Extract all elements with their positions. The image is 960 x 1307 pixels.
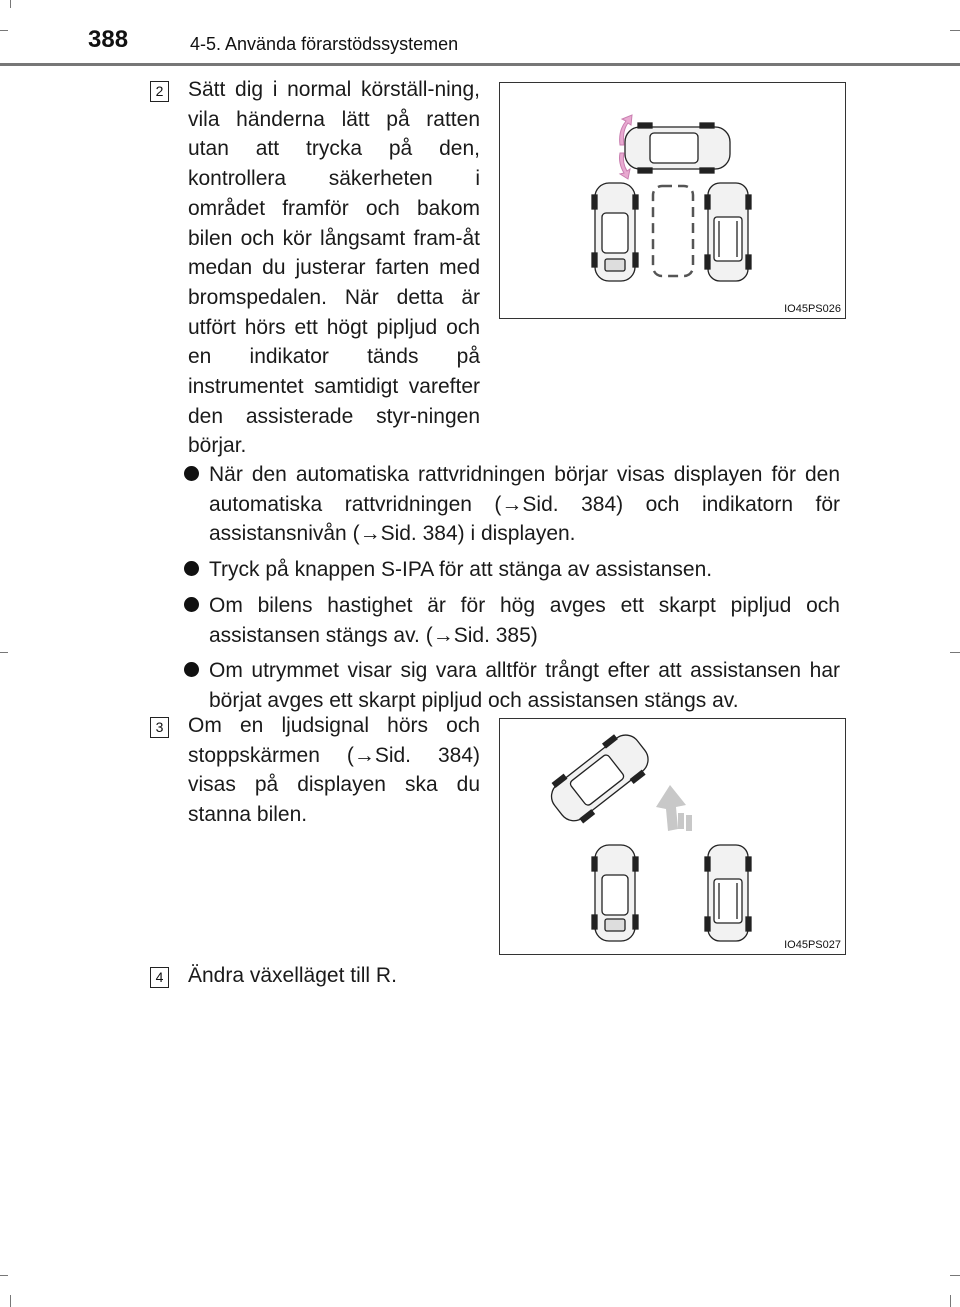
page-number: 388 <box>88 26 129 53</box>
target-parking-space <box>653 186 693 276</box>
figure-parking-start <box>499 82 846 319</box>
bullet-text: När den automatiska rattvridningen börjar visas displayen för den automatiska rattvridningen (→Sid. 384) och indikatorn för assistansnivån (→Sid. 384) i displayen. <box>209 463 840 546</box>
figure-code: IO45PS027 <box>784 939 841 951</box>
bullet-text: Om bilens hastighet är för hög avges ett skarpt pipljud och assistansen stängs av. (→Sid. 385) <box>209 593 840 647</box>
parking-start-illustration <box>500 83 844 317</box>
bullet-item <box>184 591 840 650</box>
bullet-text: Tryck på knappen S-IPA för att stänga av assistansen. <box>209 558 713 582</box>
bullet-item <box>184 555 840 585</box>
direction-arrow <box>656 785 692 831</box>
step-number-3: 3 <box>150 717 169 738</box>
crop-mark <box>10 1295 11 1307</box>
figure-code: IO45PS026 <box>784 303 841 315</box>
section-title: 4-5. Använda förarstödssystemen <box>190 34 459 54</box>
bullet-dot-icon <box>184 561 199 576</box>
page-header <box>0 0 960 70</box>
bullet-dot-icon <box>184 662 199 677</box>
step-4-text: Ändra växelläget till R. <box>188 964 397 987</box>
crop-mark <box>0 1275 8 1276</box>
step-3-text: Om en ljudsignal hörs och stoppskärmen (→Sid. 384) visas på displayen ska du stanna bilen. <box>188 714 480 827</box>
bullet-item <box>184 656 840 715</box>
bullet-dot-icon <box>184 466 199 481</box>
own-car-angled <box>543 726 657 830</box>
crop-mark <box>950 1275 960 1276</box>
crop-mark <box>950 1295 951 1307</box>
own-car <box>625 123 730 173</box>
parked-suv-right <box>705 845 751 941</box>
header-rule <box>0 63 960 66</box>
crop-mark <box>950 652 960 653</box>
step-number-4: 4 <box>150 967 169 988</box>
parked-suv-right <box>705 183 751 281</box>
bullet-text: Om utrymmet visar sig vara alltför trångt efter att assistansen har börjat avges ett skarpt pipljud och assistansen stängs av. <box>209 659 840 712</box>
parked-sedan-left <box>592 845 638 941</box>
parking-reverse-illustration <box>500 719 844 953</box>
bullet-item <box>184 460 840 549</box>
figure-parking-reverse <box>499 718 846 955</box>
bullet-dot-icon <box>184 597 199 612</box>
bullet-list <box>184 460 840 722</box>
parked-sedan-left <box>592 183 638 281</box>
step-number-2: 2 <box>150 81 169 102</box>
step-2-text: Sätt dig i normal körställ-ning, vila händerna lätt på ratten utan att trycka på den, kontrollera säkerheten i området framför och bakom bilen och kör långsamt fram-åt medan du justerar farten med bromspedalen. När detta är utfört hörs ett högt pipljud och en indikator tänds på instrumentet samtidigt varefter den assisterade styr-ningen börjar. <box>188 78 480 458</box>
crop-mark <box>0 652 8 653</box>
